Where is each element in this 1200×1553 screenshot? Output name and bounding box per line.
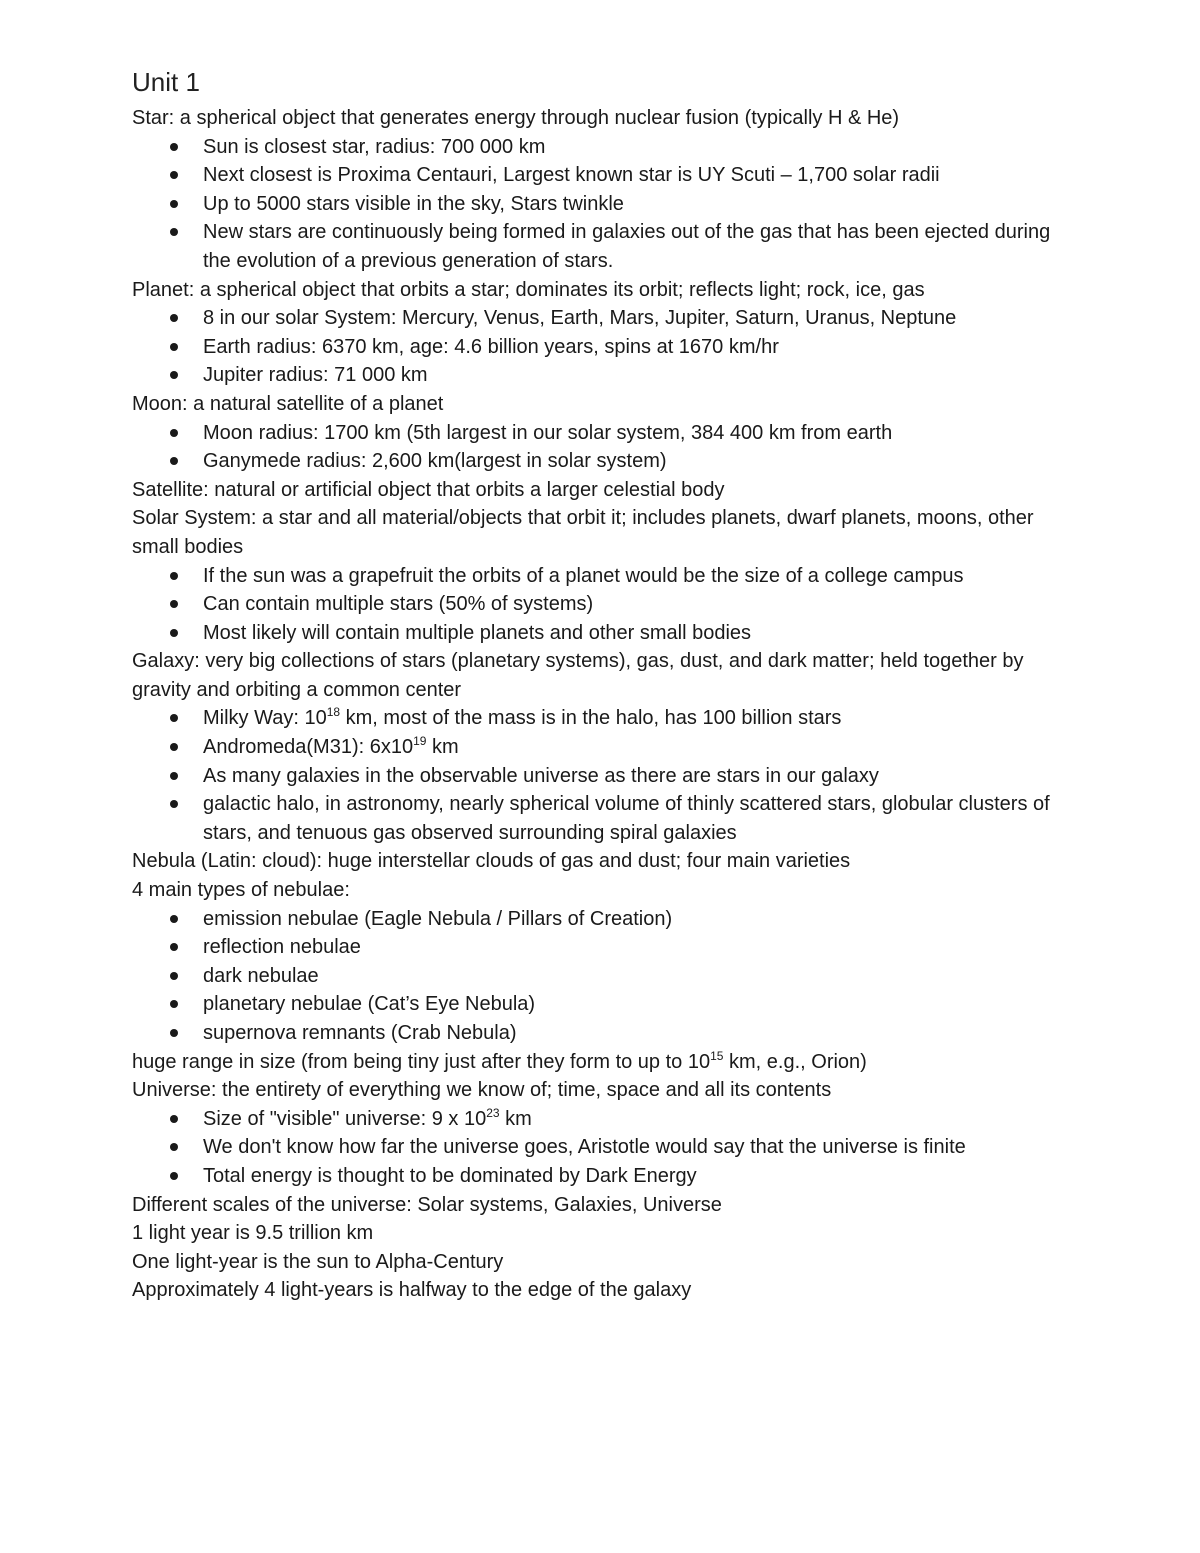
text-segment: Earth radius: 6370 km, age: 4.6 billion years, spins at 1670 km/hr (203, 335, 779, 358)
text-segment: As many galaxies in the observable universe as there are stars in our galaxy (203, 764, 879, 787)
bullet-icon (170, 1143, 178, 1151)
list-item (203, 1105, 1072, 1134)
text-segment: Milky Way: 10 (203, 707, 327, 730)
bullet-icon (170, 714, 178, 722)
bullet-icon (170, 743, 178, 751)
bullet-icon (170, 171, 178, 179)
text-segment: Moon radius: 1700 km (5th largest in our solar system, 384 400 km from earth (203, 421, 893, 444)
paragraph (132, 1048, 1072, 1077)
list-item (203, 933, 1072, 962)
list-item (203, 361, 1072, 390)
list-item (203, 905, 1072, 934)
paragraph: Moon: a natural satellite of a planet (132, 392, 444, 415)
bullet-icon (170, 228, 178, 236)
list-item (203, 762, 1072, 791)
bullet-icon (170, 772, 178, 780)
bullet-icon (170, 972, 178, 980)
bullet-icon (170, 600, 178, 608)
text-segment: km (499, 1107, 532, 1130)
bullet-list (132, 1105, 1072, 1191)
list-item (203, 133, 1072, 162)
text-segment: New stars are continuously being formed in galaxies out of the gas that has been ejected during the evolution of a previous generation of stars. (203, 221, 1051, 272)
paragraph: Planet: a spherical object that orbits a star; dominates its orbit; reflects light; rock, ice, gas (132, 278, 925, 301)
bullet-icon (170, 343, 178, 351)
bullet-icon (170, 200, 178, 208)
bullet-icon (170, 943, 178, 951)
bullet-list (132, 419, 1072, 476)
list-item (203, 333, 1072, 362)
bullet-icon (170, 143, 178, 151)
text-segment: planetary nebulae (Cat’s Eye Nebula) (203, 993, 536, 1016)
list-item (203, 704, 1072, 733)
bullet-icon (170, 1029, 178, 1037)
text-segment: km, most of the mass is in the halo, has 100 billion stars (340, 707, 842, 730)
text-segment: Size of "visible" universe: 9 x 10 (203, 1107, 487, 1130)
bullet-list (132, 704, 1072, 847)
bullet-icon (170, 314, 178, 322)
bullet-list (132, 133, 1072, 276)
text-segment: dark nebulae (203, 964, 319, 987)
list-item (203, 1019, 1072, 1048)
paragraph: One light-year is the sun to Alpha-Century (132, 1250, 504, 1273)
text-segment: Can contain multiple stars (50% of systems) (203, 593, 594, 616)
bullet-icon (170, 429, 178, 437)
list-item (203, 161, 1072, 190)
bullet-icon (170, 371, 178, 379)
bullet-icon (170, 1000, 178, 1008)
text-segment: Ganymede radius: 2,600 km(largest in solar system) (203, 450, 667, 473)
superscript-exponent: 23 (486, 1105, 500, 1120)
text-segment: Sun is closest star, radius: 700 000 km (203, 135, 546, 158)
bullet-icon (170, 1172, 178, 1180)
list-item (203, 590, 1072, 619)
bullet-list (132, 905, 1072, 1048)
paragraph: 1 light year is 9.5 trillion km (132, 1222, 374, 1245)
list-item (203, 619, 1072, 648)
text-segment: km (426, 736, 459, 759)
bullet-icon (170, 629, 178, 637)
list-item (203, 962, 1072, 991)
paragraph: Solar System: a star and all material/objects that orbit it; includes planets, dwarf planets, moons, other small bodies (132, 507, 1034, 558)
paragraph: Galaxy: very big collections of stars (planetary systems), gas, dust, and dark matter; held together by gravity and orbiting a common center (132, 650, 1024, 701)
bullet-list (132, 562, 1072, 648)
superscript-exponent: 15 (710, 1048, 724, 1063)
paragraph: Star: a spherical object that generates energy through nuclear fusion (typically H & He) (132, 107, 900, 129)
paragraph: Satellite: natural or artificial object that orbits a larger celestial body (132, 478, 725, 501)
list-item (203, 419, 1072, 448)
superscript-exponent: 19 (413, 734, 427, 749)
document-body (132, 104, 1072, 1305)
list-item (203, 1162, 1072, 1191)
list-item (203, 304, 1072, 333)
text-segment: 8 in our solar System: Mercury, Venus, Earth, Mars, Jupiter, Saturn, Uranus, Neptune (203, 307, 957, 330)
paragraph: Universe: the entirety of everything we know of; time, space and all its contents (132, 1079, 832, 1102)
paragraph: Nebula (Latin: cloud): huge interstellar clouds of gas and dust; four main varieties (132, 850, 851, 873)
list-item (203, 790, 1072, 847)
superscript-exponent: 18 (326, 705, 341, 720)
text-segment: Up to 5000 stars visible in the sky, Stars twinkle (203, 192, 624, 215)
document-page (132, 64, 1072, 1305)
text-segment: km, e.g., Orion) (723, 1050, 867, 1073)
list-item (203, 990, 1072, 1019)
bullet-icon (170, 1115, 178, 1123)
document-title: Unit 1 (132, 67, 200, 97)
text-segment: Jupiter radius: 71 000 km (203, 364, 428, 387)
text-segment: We don't know how far the universe goes, Aristotle would say that the universe is finite (203, 1136, 966, 1159)
text-segment: reflection nebulae (203, 936, 361, 959)
text-segment: supernova remnants (Crab Nebula) (203, 1022, 517, 1044)
list-item (203, 447, 1072, 476)
text-segment: emission nebulae (Eagle Nebula / Pillars of Creation) (203, 907, 673, 930)
list-item (203, 562, 1072, 591)
text-segment: Total energy is thought to be dominated by Dark Energy (203, 1164, 697, 1187)
bullet-icon (170, 915, 178, 923)
paragraph: Approximately 4 light-years is halfway to the edge of the galaxy (132, 1279, 692, 1302)
text-segment: galactic halo, in astronomy, nearly spherical volume of thinly scattered stars, globular clusters of stars, and tenuous gas observed surrounding spiral galaxies (203, 793, 1050, 844)
text-segment: Andromeda(M31): 6x10 (203, 736, 414, 759)
list-item (203, 190, 1072, 219)
list-item (203, 733, 1072, 762)
bullet-icon (170, 457, 178, 465)
bullet-icon (170, 800, 178, 808)
text-segment: huge range in size (from being tiny just after they form to up to 10 (132, 1050, 711, 1073)
list-item (203, 218, 1072, 275)
paragraph: 4 main types of nebulae: (132, 879, 350, 902)
bullet-list (132, 304, 1072, 390)
bullet-icon (170, 572, 178, 580)
paragraph: Different scales of the universe: Solar systems, Galaxies, Universe (132, 1193, 722, 1216)
list-item (203, 1133, 1072, 1162)
text-segment: Most likely will contain multiple planets and other small bodies (203, 621, 752, 644)
text-segment: Next closest is Proxima Centauri, Largest known star is UY Scuti – 1,700 solar radii (203, 164, 940, 187)
text-segment: If the sun was a grapefruit the orbits of a planet would be the size of a college campus (203, 564, 964, 587)
